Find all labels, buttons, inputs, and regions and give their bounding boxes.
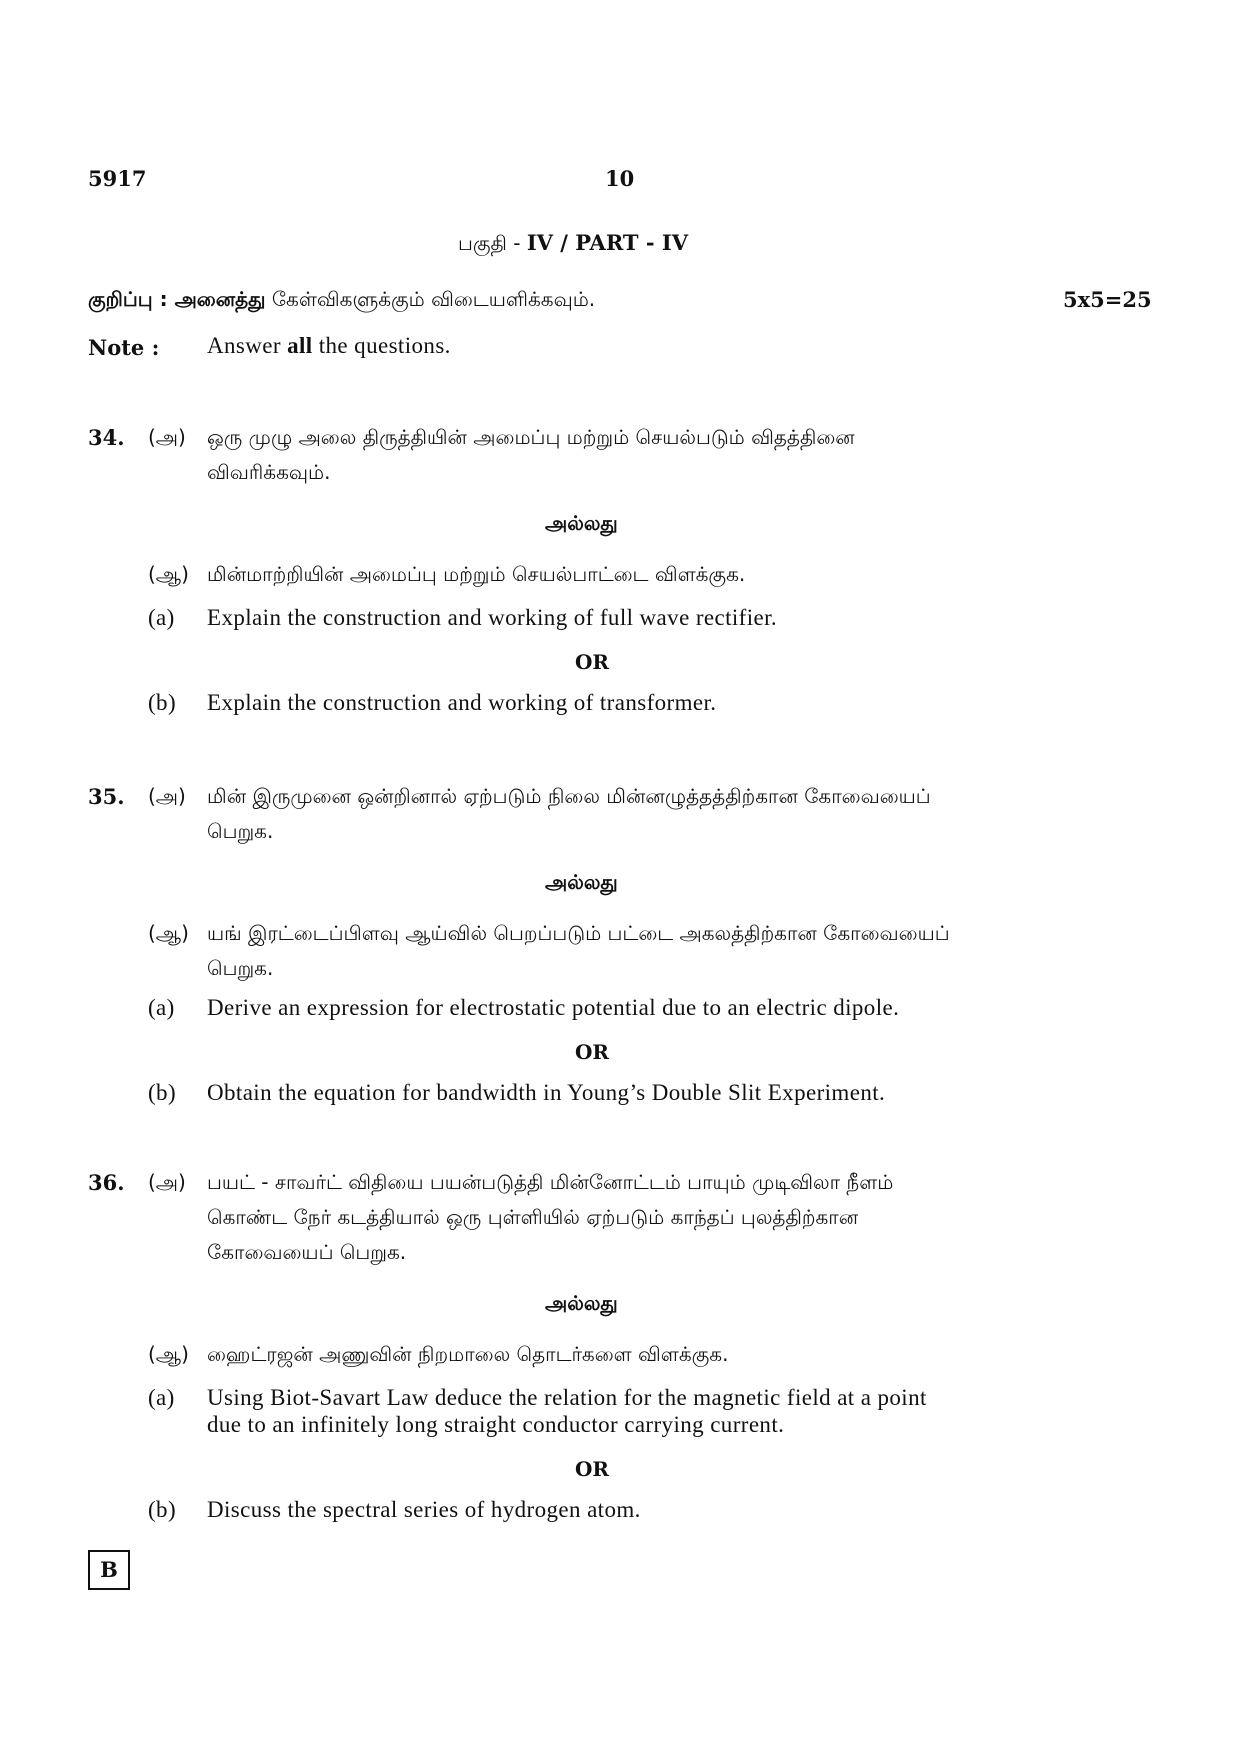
tamil-option-b-marker: (ஆ) (148, 921, 189, 945)
tamil-option-b-line: மின்மாற்றியின் அமைப்பு மற்றும் செயல்பாட்டை விளக்குக. (207, 562, 746, 586)
english-option-b-marker: (b) (148, 1080, 177, 1105)
paper-code: 5917 (88, 166, 147, 191)
marks-label: 5x5=25 (1063, 287, 1152, 312)
note-english: Answer all the questions. (207, 333, 451, 358)
tamil-or-label: அல்லது (545, 511, 618, 535)
english-or-label: OR (575, 1040, 610, 1064)
note-tamil-rest: கேள்விகளுக்கும் விடையளிக்கவும். (265, 287, 596, 311)
note-tamil (88, 287, 595, 314)
page-number: 10 (605, 166, 635, 191)
english-or-label: OR (575, 1457, 610, 1481)
question-number: 36. (88, 1170, 125, 1195)
tamil-option-b-line: ஹைட்ரஜன் அணுவின் நிறமாலை தொடர்களை விளக்குக. (207, 1342, 729, 1366)
tamil-option-a-marker: (அ) (148, 784, 186, 808)
tamil-or-label: அல்லது (545, 1291, 618, 1315)
tamil-option-a-line: ஒரு முழு அலை திருத்தியின் அமைப்பு மற்றும் செயல்படும் விதத்தினை (207, 425, 855, 449)
tamil-option-a-line: பெறுக. (207, 819, 274, 843)
english-option-a-marker: (a) (148, 605, 175, 630)
english-option-a-line: due to an infinitely long straight conductor carrying current. (207, 1412, 785, 1437)
english-option-b-marker: (b) (148, 1497, 177, 1522)
tamil-option-a-line: கோவையைப் பெறுக. (207, 1240, 407, 1264)
english-option-b-line: Explain the construction and working of transformer. (207, 690, 717, 715)
question-number: 34. (88, 425, 125, 450)
tamil-option-b-line: பெறுக. (207, 956, 274, 980)
english-option-a-marker: (a) (148, 995, 175, 1020)
tamil-option-b-marker: (ஆ) (148, 1342, 189, 1366)
tamil-option-a-line: பயட் - சாவர்ட் விதியை பயன்படுத்தி மின்னோட்டம் பாயும் முடிவிலா நீளம் (207, 1170, 894, 1194)
english-option-b-line: Obtain the equation for bandwidth in Young’s Double Slit Experiment. (207, 1080, 886, 1105)
english-option-a-line: Using Biot-Savart Law deduce the relation for the magnetic field at a point (207, 1385, 927, 1410)
english-option-b-line: Discuss the spectral series of hydrogen atom. (207, 1497, 641, 1522)
tamil-option-a-line: கொண்ட நேர் கடத்தியால் ஒரு புள்ளியில் ஏற்படும் காந்தப் புலத்திற்கான (207, 1205, 859, 1229)
note-english-bold: all (287, 333, 313, 358)
tamil-option-b-marker: (ஆ) (148, 562, 189, 586)
tamil-or-label: அல்லது (545, 870, 618, 894)
tamil-option-b-line: யங் இரட்டைப்பிளவு ஆய்வில் பெறப்படும் பட்டை அகலத்திற்கான கோவையைப் (207, 921, 950, 945)
part-heading-roman: IV / PART - IV (526, 230, 688, 255)
english-option-b-marker: (b) (148, 690, 177, 715)
tamil-option-a-marker: (அ) (148, 1170, 186, 1194)
booklet-letter-box: B (88, 1550, 130, 1590)
english-option-a-line: Derive an expression for electrostatic potential due to an electric dipole. (207, 995, 900, 1020)
english-or-label: OR (575, 650, 610, 674)
part-heading (458, 230, 688, 258)
tamil-option-a-line: மின் இருமுனை ஒன்றினால் ஏற்படும் நிலை மின்னழுத்தத்திற்கான கோவையைப் (207, 784, 931, 808)
note-tamil-bold: அனைத்து (174, 287, 266, 311)
note-english-label: Note : (88, 335, 160, 360)
english-option-a-line: Explain the construction and working of full wave rectifier. (207, 605, 778, 630)
tamil-option-a-line: விவரிக்கவும். (207, 460, 331, 484)
question-number: 35. (88, 784, 125, 809)
english-option-a-marker: (a) (148, 1385, 175, 1410)
part-heading-tamil: பகுதி - (458, 231, 527, 255)
tamil-option-a-marker: (அ) (148, 425, 186, 449)
note-tamil-label: குறிப்பு : (88, 287, 175, 311)
